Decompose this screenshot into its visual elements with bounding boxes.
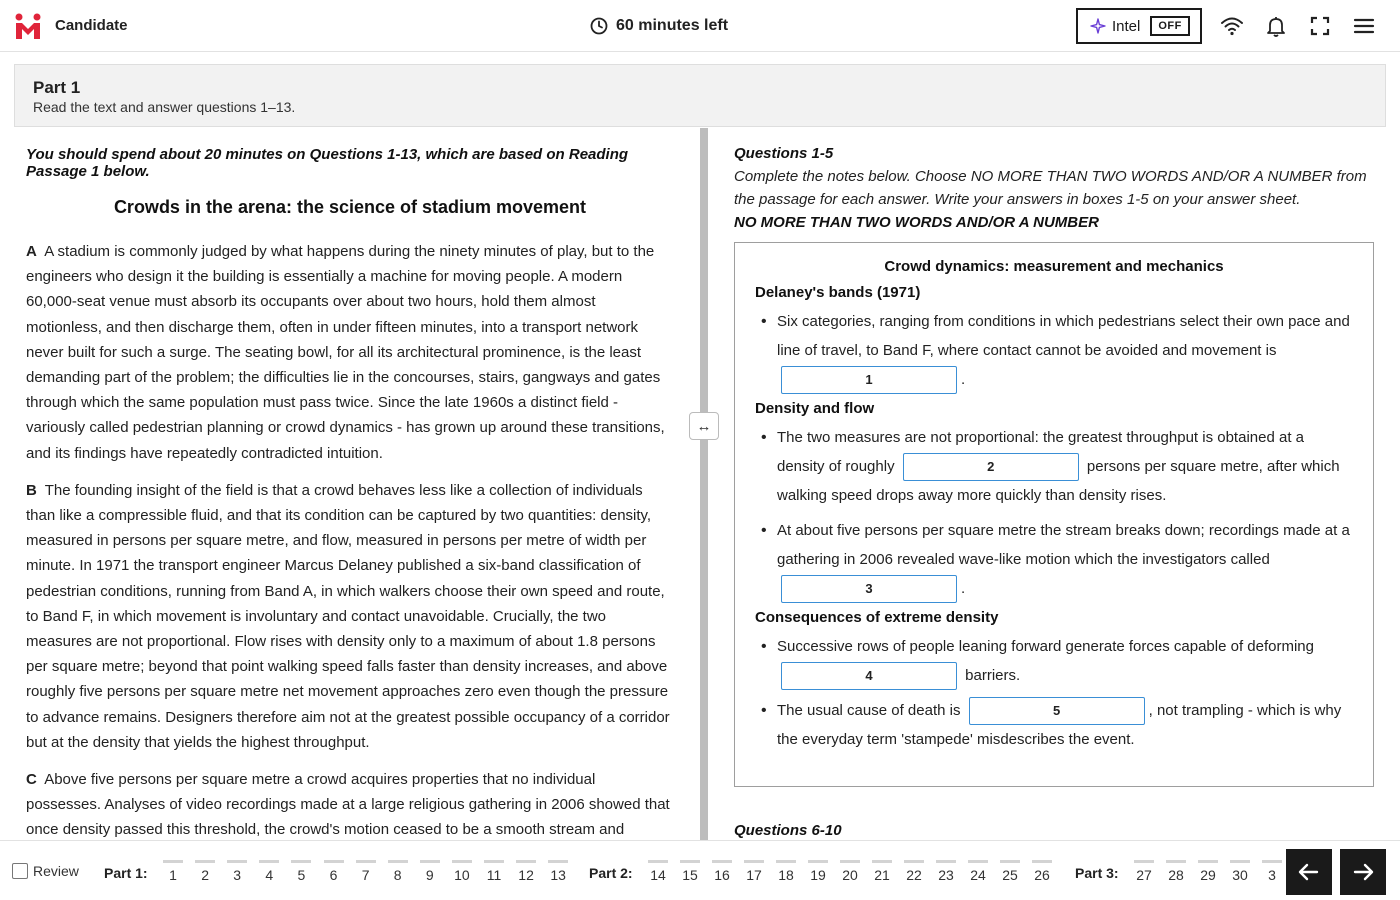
question-nav-item[interactable]: 11 [484, 860, 504, 883]
next-button[interactable] [1340, 849, 1386, 895]
question-navigator [0, 840, 1400, 900]
note-text: . [961, 580, 966, 598]
part-subtitle: Read the text and answer questions 1–13. [33, 99, 296, 115]
reading-pane[interactable] [0, 128, 700, 840]
question-nav-item[interactable]: 24 [968, 860, 988, 883]
notes-title: Crowd dynamics: measurement and mechanics [884, 258, 1224, 275]
timer-text: 60 minutes left [616, 17, 729, 34]
section-heading: Consequences of extreme density [755, 609, 999, 627]
note-text: The two measures are not proportional: the greatest throughput is obtained at a density of roughly [777, 429, 1304, 476]
sparkle-icon [1090, 18, 1106, 34]
question-nav-item[interactable]: 19 [808, 860, 828, 883]
note-text: persons per square metre, after which walking speed drops away more quickly than density rises. [777, 458, 1340, 505]
question-nav-item[interactable]: 21 [872, 860, 892, 883]
intel-state-badge: OFF [1150, 16, 1190, 36]
question-nav-item[interactable]: 25 [1000, 860, 1020, 883]
answer-input-2[interactable]: 2 [903, 453, 1079, 481]
question-nav-item[interactable]: 22 [904, 860, 924, 883]
note-text: . [961, 371, 966, 388]
question-nav-item[interactable]: 26 [1032, 860, 1052, 883]
section-heading: Delaney's bands (1971) [755, 284, 921, 301]
note-text: Six categories, ranging from conditions in which pedestrians select their own pace and line of travel, to Band F, where contact cannot be avoided and movement is [777, 313, 1350, 359]
intel-toggle[interactable] [1076, 8, 1202, 44]
app-logo-icon [14, 12, 42, 40]
bell-icon[interactable] [1264, 14, 1288, 38]
checkbox-icon[interactable] [12, 863, 28, 879]
note-bullet [755, 516, 1353, 603]
question-nav-item[interactable]: 18 [776, 860, 796, 883]
passage-title: Crowds in the arena: the science of stadium movement [113, 197, 587, 217]
paragraph-letter: A [26, 243, 37, 260]
question-nav-item[interactable]: 20 [840, 860, 860, 883]
question-nav-item[interactable]: 12 [516, 860, 536, 883]
question-nav-item[interactable]: 2 [195, 860, 215, 883]
questions-heading: Questions 1-5 [734, 145, 834, 162]
answer-input-5[interactable]: 5 [969, 697, 1145, 725]
question-nav-item[interactable]: 14 [648, 860, 668, 883]
paragraph-letter: B [26, 481, 37, 499]
timer [590, 15, 728, 37]
note-text: Successive rows of people leaning forward generate forces capable of deforming [777, 638, 1314, 656]
note-bullet [755, 632, 1353, 690]
section-heading: Density and flow [755, 400, 875, 418]
wifi-icon[interactable] [1220, 14, 1244, 38]
review-label: Review [33, 863, 79, 879]
notes-box [734, 242, 1374, 787]
question-nav-item[interactable]: 8 [388, 860, 408, 883]
answer-input-3[interactable]: 3 [781, 575, 957, 603]
question-nav-item[interactable]: 5 [291, 860, 311, 883]
fullscreen-icon[interactable] [1308, 14, 1332, 38]
question-nav-item[interactable]: 4 [259, 860, 279, 883]
note-bullet [755, 307, 1353, 394]
paragraph-a [26, 239, 674, 466]
question-nav-item[interactable]: 13 [548, 860, 568, 883]
intel-label: Intel [1112, 17, 1141, 35]
note-text: , not trampling - which is why the everyday term 'stampede' misdescribes the event. [777, 702, 1342, 749]
question-nav-item[interactable]: 17 [744, 860, 764, 883]
question-nav-item[interactable]: 10 [452, 860, 472, 883]
question-nav-item[interactable]: 28 [1166, 860, 1186, 883]
question-nav-item[interactable]: 27 [1134, 860, 1154, 883]
paragraph-text: A stadium is commonly judged by what happens during the ninety minutes of play, but to the engineers who design it the building is essentially a machine for moving people. A modern 60,000-seat venue must absorb its occupants over about two hours, hold them almost motionless, and then discharge them, often in under fifteen minutes, into a transport network never built for such a surge. The seating bowl, for all its architectural prominence, is the least demanding part of the problem; the difficulties lie in the concourses, stairs, gangways and gates through which the same population must pass twice. Since the late 1960s a distinct field - variously called pedestrian planning or crowd dynamics - has grown up around these transitions, and its findings have repeatedly contradicted intuition. [26, 243, 665, 462]
paragraph-b [26, 478, 674, 755]
note-bullet [755, 423, 1353, 510]
word-limit: NO MORE THAN TWO WORDS AND/OR A NUMBER [734, 214, 1099, 231]
arrow-right-icon [1351, 860, 1375, 884]
part-banner [14, 64, 1386, 127]
question-nav-item[interactable]: 30 [1230, 860, 1250, 883]
top-header [0, 0, 1400, 52]
review-checkbox[interactable] [12, 863, 79, 879]
question-nav-item[interactable]: 9 [420, 860, 440, 883]
part2-label: Part 2: [589, 865, 633, 881]
resize-arrows-icon: ↔ [696, 417, 712, 435]
arrow-left-icon [1297, 860, 1321, 884]
question-nav-item[interactable]: 16 [712, 860, 732, 883]
next-questions-heading: Questions 6-10 [734, 822, 842, 839]
questions-pane[interactable] [708, 128, 1400, 840]
paragraph-c [26, 767, 674, 840]
question-nav-item[interactable]: 3 [227, 860, 247, 883]
answer-input-4[interactable]: 4 [781, 662, 957, 690]
note-text: At about five persons per square metre the stream breaks down; recordings made at a gathering in 2006 revealed wave-like motion which the investigators called [777, 522, 1350, 569]
reading-instruction: You should spend about 20 minutes on Questions 1-13, which are based on Reading Passage 1 below. [26, 146, 629, 180]
question-nav-item[interactable]: 23 [936, 860, 956, 883]
answer-input-1[interactable]: 1 [781, 366, 957, 394]
pane-divider[interactable] [700, 128, 708, 840]
paragraph-text: The founding insight of the field is that a crowd behaves less like a collection of individuals than like a compressible fluid, and that its condition can be captured by two quantities: density, measured in persons per square metre, and flow, measured in persons per metre of width per minute. In 1971 the transport engineer Marcus Delaney published a six-band classification of pedestrian conditions, running from Band A, in which walkers choose their own speed and route, to Band F, in which movement is involuntary and contact unavoidable. Crucially, the two measures are not proportional. Flow rises with density only to a maximum of about 1.8 persons per square metre; beyond that point walking speed falls faster than density increases, and above roughly five persons per square metre net movement approaches zero even though the pressure to advance remains. Designers therefore aim not at the greatest possible occupancy of a corridor but at the density that yields the highest throughput. [26, 481, 670, 751]
candidate-label: Candidate [55, 17, 128, 34]
question-nav-item[interactable]: 3 [1262, 860, 1282, 883]
note-bullet [755, 696, 1353, 754]
part1-label: Part 1: [104, 865, 148, 881]
previous-button[interactable] [1286, 849, 1332, 895]
question-nav-item[interactable]: 29 [1198, 860, 1218, 883]
question-nav-item[interactable]: 7 [356, 860, 376, 883]
paragraph-letter: C [26, 771, 37, 789]
question-nav-item[interactable]: 6 [324, 860, 344, 883]
question-nav-item[interactable]: 15 [680, 860, 700, 883]
paragraph-text: Above five persons per square metre a crowd acquires properties that no individual possesses. Analyses of video recordings made at a large religious gathering in 2006 showed that once density passed this threshold, the crowd's motion ceased to be a smooth stream and [26, 771, 670, 839]
part-title: Part 1 [33, 78, 81, 97]
part3-label: Part 3: [1075, 865, 1119, 881]
clock-icon [590, 17, 608, 35]
question-nav-item[interactable]: 1 [163, 860, 183, 883]
menu-icon[interactable] [1352, 14, 1376, 38]
note-text: barriers. [965, 667, 1021, 685]
note-text: The usual cause of death is [777, 702, 961, 720]
questions-instruction: Complete the notes below. Choose NO MORE THAN TWO WORDS AND/OR A NUMBER from the passage for each answer. Write your answers in boxes 1-5 on your answer sheet. [734, 168, 1367, 208]
